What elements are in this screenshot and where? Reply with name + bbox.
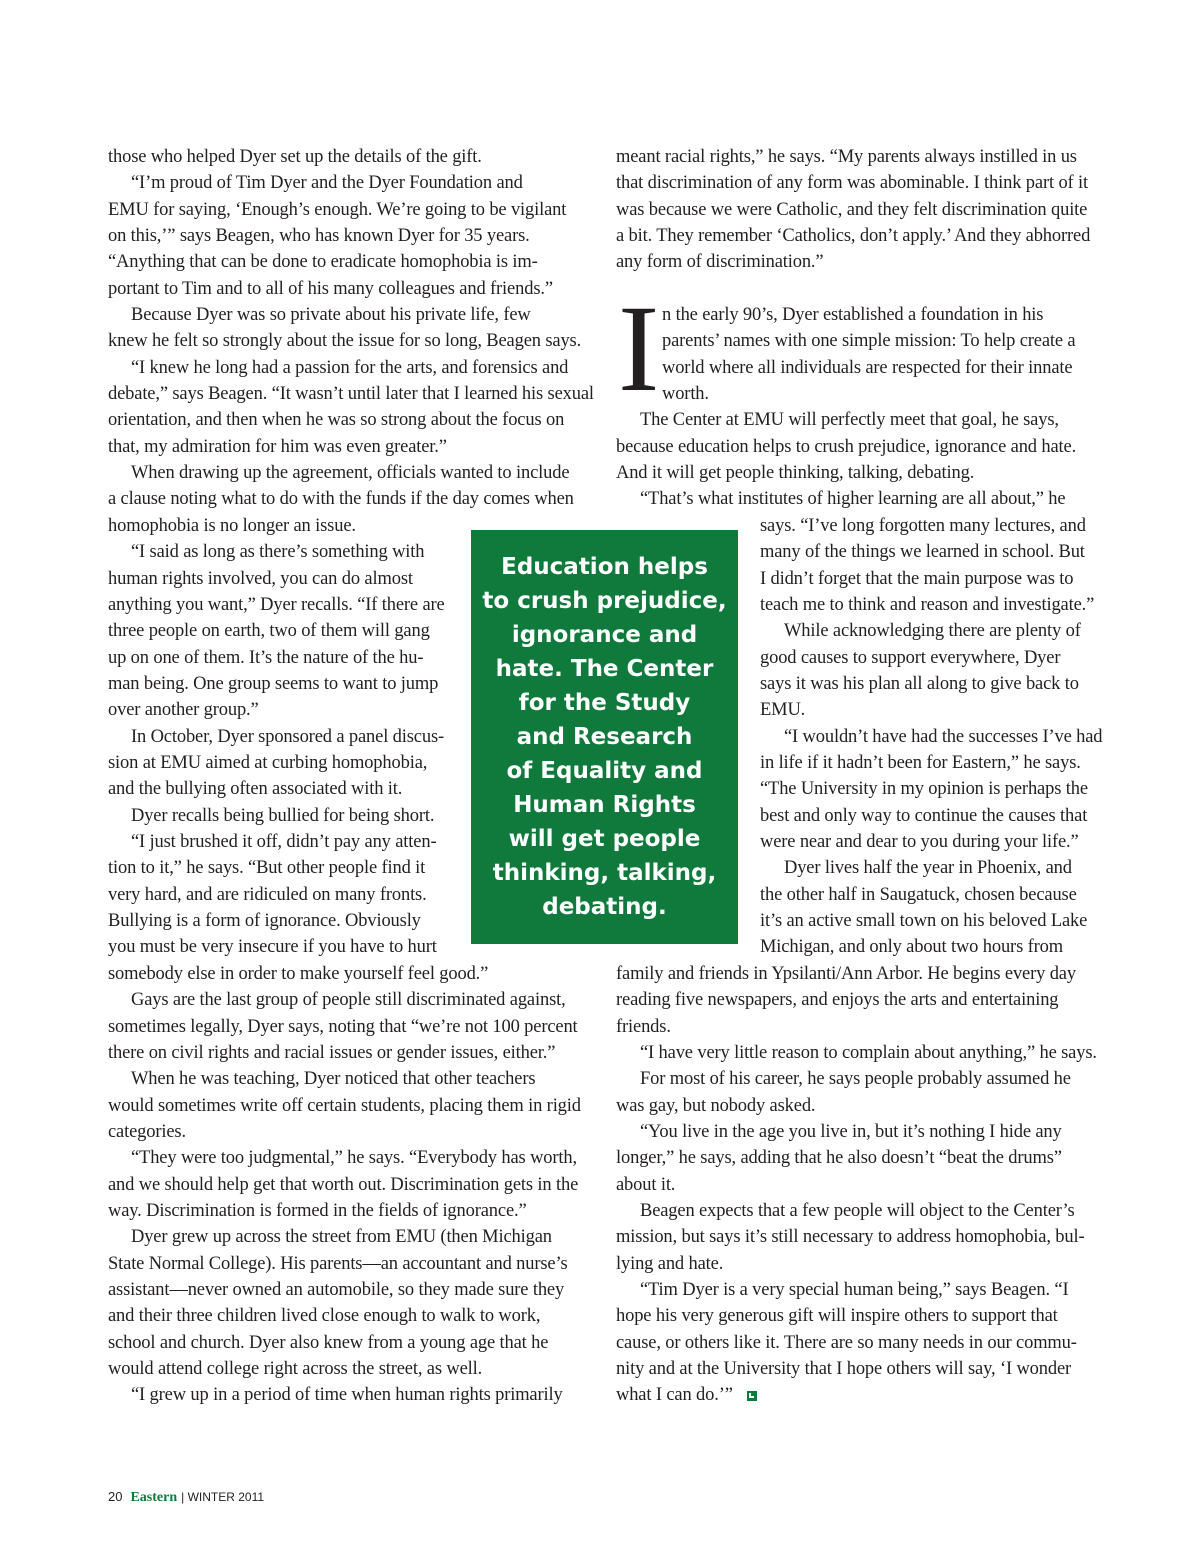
text-line: world where all individuals are respected for their innate [662,358,1073,378]
text-line: When he was teaching, Dyer noticed that other teachers [131,1069,536,1089]
text-line: tion to it,” he says. “But other people find it [108,858,426,878]
pull-quote-line: Education helps [501,554,708,580]
text-line: reading five newspapers, and enjoys the arts and entertaining [616,990,1059,1010]
text-line: cause, or others like it. There are so many needs in our commu- [616,1333,1077,1353]
text-line: mission, but says it’s still necessary to address homophobia, bul- [616,1227,1085,1247]
pull-quote-line: for the Study [518,690,691,716]
text-line: you must be very insecure if you have to hurt [108,937,437,957]
text-line: human rights involved, you can do almost [108,569,413,589]
text-line: “I said as long as there’s something with [131,542,425,562]
text-line: When drawing up the agreement, officials wanted to include [131,463,570,483]
text-line: very hard, and are ridiculed on many fronts. [108,885,427,905]
text-line: “I just brushed it off, didn’t pay any atten- [131,832,437,852]
text-line: “I have very little reason to complain about anything,” he says. [640,1043,1097,1063]
text-line: EMU. [760,700,806,720]
text-line: about it. [616,1175,676,1195]
text-line: EMU for saying, ‘Enough’s enough. We’re going to be vigilant [108,200,567,220]
text-line: says. “I’ve long forgotten many lectures, and [760,516,1086,536]
text-line: over another group.” [108,700,259,720]
text-line: friends. [616,1017,671,1037]
text-line: anything you want,” Dyer recalls. “If there are [108,595,445,615]
text-line: would attend college right across the street, as well. [108,1359,483,1379]
text-line: nity and at the University that I hope others will say, ‘I wonder [616,1359,1072,1379]
pull-quote-line: ignorance and [511,622,698,648]
text-line: Bullying is a form of ignorance. Obviously [108,911,421,931]
text-line: that, my admiration for him was even greater.” [108,437,447,457]
page-number: 20 [108,1489,123,1504]
text-line: meant racial rights,” he says. “My parents always instilled in us [616,147,1077,167]
text-line: Gays are the last group of people still discriminated against, [131,990,566,1010]
pull-quote-line: debating. [542,894,667,920]
text-line: were near and dear to you during your life.” [760,832,1079,852]
text-line: says it was his plan all along to give back to [760,674,1079,694]
text-line: “The University in my opinion is perhaps the [760,779,1088,799]
pull-quote-line: and Research [516,724,693,750]
magazine-name: Eastern [130,1490,178,1505]
text-line: was gay, but nobody asked. [616,1096,816,1116]
text-line: knew he felt so strongly about the issue for so long, Beagen says. [108,331,582,351]
text-line: I didn’t forget that the main purpose was to [760,569,1074,589]
text-line: a bit. They remember ‘Catholics, don’t apply.’ And they abhorred [616,226,1091,246]
text-line: on this,’” says Beagen, who has known Dyer for 35 years. [108,226,530,246]
text-line: any form of discrimination.” [616,252,824,272]
text-line: way. Discrimination is formed in the fields of ignorance.” [108,1201,527,1221]
text-line: Dyer grew up across the street from EMU (then Michigan [131,1227,552,1247]
text-line: sometimes legally, Dyer says, noting that “we’re not 100 percent [108,1017,578,1037]
text-line: because education helps to crush prejudice, ignorance and hate. [616,437,1077,457]
text-line: family and friends in Ypsilanti/Ann Arbor. He begins every day [616,964,1076,984]
text-line: The Center at EMU will perfectly meet that goal, he says, [640,410,1059,430]
text-line: the other half in Saugatuck, chosen because [760,885,1077,905]
pull-quote-line: hate. The Center [495,656,714,682]
text-line: in life if it hadn’t been for Eastern,” he says. [760,753,1081,773]
text-line: portant to Tim and to all of his many colleagues and friends.” [108,279,553,299]
text-line-content: what I can do.’” [616,1385,733,1405]
text-line: “I grew up in a period of time when human rights primarily [131,1385,563,1405]
text-line: hope his very generous gift will inspire others to support that [616,1306,1058,1326]
text-line: lying and hate. [616,1254,724,1274]
text-line: worth. [662,384,709,404]
drop-cap: I [618,280,660,417]
text-line: orientation, and then when he was so strong about the focus on [108,410,565,430]
text-line: “You live in the age you live in, but it’s nothing I hide any [640,1122,1062,1142]
text-line: three people on earth, two of them will gang [108,621,430,641]
pull-quote-line: will get people [508,826,701,852]
pull-quote-line: thinking, talking, [492,860,717,886]
text-line: that discrimination of any form was abominable. I think part of it [616,173,1089,193]
text-line: debate,” says Beagen. “It wasn’t until later that I learned his sexual [108,384,594,404]
text-line: longer,” he says, adding that he also doesn’t “beat the drums” [616,1148,1062,1168]
text-line: man being. One group seems to want to jump [108,674,439,694]
text-line: sion at EMU aimed at curbing homophobia, [108,753,428,773]
text-line: school and church. Dyer also knew from a young age that he [108,1333,549,1353]
text-line: a clause noting what to do with the funds if the day comes when [108,489,574,509]
text-line: teach me to think and reason and investigate.” [760,595,1095,615]
final-text-line [616,1382,757,1408]
text-line: assistant—never owned an automobile, so they made sure they [108,1280,565,1300]
text-line: “I knew he long had a passion for the arts, and forensics and [131,358,569,378]
text-line: State Normal College). His parents—an accountant and nurse’s [108,1254,568,1274]
pull-quote-line: to crush prejudice, [482,588,727,614]
text-line: “I’m proud of Tim Dyer and the Dyer Foundation and [131,173,523,193]
pull-quote-line: of Equality and [506,758,703,784]
text-line: those who helped Dyer set up the details of the gift. [108,147,482,167]
pull-quote-line: Human Rights [513,792,696,818]
text-line: somebody else in order to make yourself feel good.” [108,964,489,984]
text-line: n the early 90’s, Dyer established a foundation in his [662,305,1044,325]
text-line: While acknowledging there are plenty of [784,621,1081,641]
end-of-story-icon [747,1391,757,1401]
text-line: Michigan, and only about two hours from [760,937,1063,957]
text-line: “Anything that can be done to eradicate homophobia is im- [108,252,538,272]
text-line: homophobia is no longer an issue. [108,516,356,536]
issue-label: | WINTER 2011 [181,1490,265,1504]
text-line: and the bullying often associated with it. [108,779,403,799]
page-footer [108,1489,264,1506]
text-line: there on civil rights and racial issues or gender issues, either.” [108,1043,556,1063]
text-line: categories. [108,1122,186,1142]
text-line: “Tim Dyer is a very special human being,” says Beagen. “I [640,1280,1069,1300]
text-line: would sometimes write off certain students, placing them in rigid [108,1096,581,1116]
text-line: good causes to support everywhere, Dyer [760,648,1061,668]
text-line: parents’ names with one simple mission: To help create a [662,331,1076,351]
text-line: best and only way to continue the causes that [760,806,1088,826]
text-line: it’s an active small town on his beloved Lake [760,911,1088,931]
text-line: and their three children lived close enough to walk to work, [108,1306,541,1326]
text-line: Because Dyer was so private about his private life, few [131,305,531,325]
text-line: Dyer lives half the year in Phoenix, and [784,858,1072,878]
text-line: “That’s what institutes of higher learning are all about,” he [640,489,1066,509]
text-line: And it will get people thinking, talking, debating. [616,463,975,483]
text-line: and we should help get that worth out. Discrimination gets in the [108,1175,579,1195]
text-line: Beagen expects that a few people will object to the Center’s [640,1201,1075,1221]
text-line: In October, Dyer sponsored a panel discus- [131,727,445,747]
text-line: up on one of them. It’s the nature of the hu- [108,648,424,668]
pull-quote [471,530,738,944]
text-line: “I wouldn’t have had the successes I’ve had [784,727,1103,747]
text-line: “They were too judgmental,” he says. “Everybody has worth, [131,1148,577,1168]
text-line: was because we were Catholic, and they felt discrimination quite [616,200,1088,220]
text-line: Dyer recalls being bullied for being short. [131,806,435,826]
text-line: many of the things we learned in school. But [760,542,1085,562]
text-line: For most of his career, he says people probably assumed he [640,1069,1071,1089]
